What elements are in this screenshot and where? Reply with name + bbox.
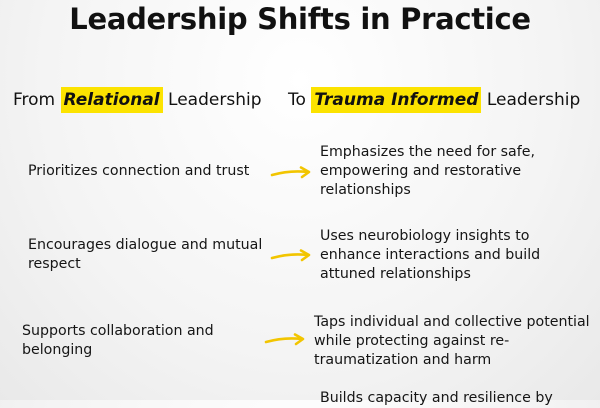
- to-prefix: To: [288, 90, 306, 110]
- to-column-header: [288, 90, 580, 110]
- from-highlight: Relational: [61, 87, 163, 113]
- page-title: Leadership Shifts in Practice: [69, 2, 531, 36]
- to-highlight: Trauma Informed: [311, 87, 481, 113]
- to-item: Taps individual and collective potential while protecting against re-traumatization and harm: [314, 314, 590, 368]
- from-column-header: [13, 90, 261, 110]
- to-suffix: Leadership: [486, 90, 581, 110]
- arrow-icon: [264, 333, 306, 347]
- from-item: Prioritizes connection and trust: [28, 163, 250, 179]
- arrow-icon: [270, 166, 312, 180]
- to-item: Emphasizes the need for safe, empowering and restorative relationships: [320, 144, 535, 198]
- to-item: Builds capacity and resilience by: [320, 390, 553, 406]
- from-item: Encourages dialogue and mutual respect: [28, 237, 263, 272]
- from-item: Supports collaboration and belonging: [22, 323, 214, 358]
- from-suffix: Leadership: [168, 90, 262, 110]
- arrow-icon: [270, 249, 312, 263]
- to-item: Uses neurobiology insights to enhance interactions and build attuned relationships: [320, 228, 541, 282]
- from-prefix: From: [13, 90, 56, 110]
